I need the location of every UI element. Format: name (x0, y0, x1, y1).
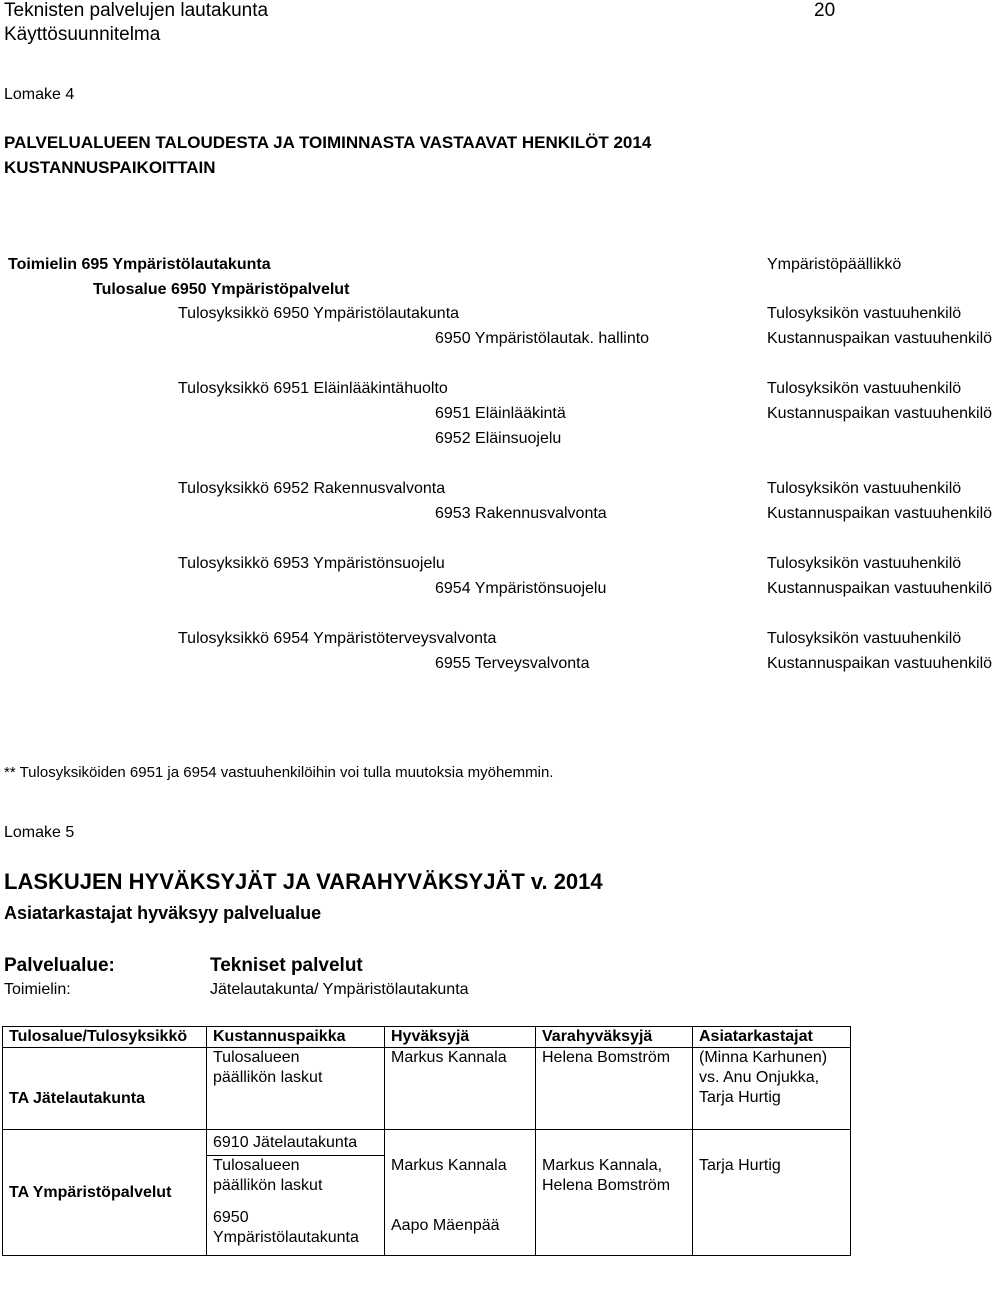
lomake4-label: Lomake 4 (4, 86, 75, 103)
table-row (3, 1130, 851, 1256)
unit-cell (3, 1048, 207, 1130)
header-subtitle: Käyttösuunnitelma (4, 24, 161, 45)
checker-line: (Minna Karhunen) (699, 1049, 828, 1066)
row-left: Tulosyksikkö 6953 Ympäristönsuojelu (178, 555, 445, 572)
column-header: Kustannuspaikka (207, 1027, 385, 1048)
column-header: Asiatarkastajat (693, 1027, 851, 1048)
row-left: Tulosyksikkö 6952 Rakennusvalvonta (178, 480, 446, 497)
deputy-cell (536, 1130, 693, 1256)
cost-center-line: päällikön laskut (213, 1177, 323, 1194)
page-number: 20 (814, 0, 836, 21)
column-header: Hyväksyjä (385, 1027, 536, 1048)
checker-line: Tarja Hurtig (699, 1089, 781, 1106)
row-left: 6951 Eläinlääkintä (435, 405, 566, 422)
row-left: 6955 Terveysvalvonta (435, 655, 590, 672)
row-left: 6954 Ympäristönsuojelu (435, 580, 607, 597)
unit-name: TA Ympäristöpalvelut (9, 1183, 172, 1201)
table-header-row (3, 1027, 851, 1048)
palvelualue-label: Palvelualue: (4, 955, 115, 976)
checker-cell (693, 1130, 851, 1256)
lomake4-title: PALVELUALUEEN TALOUDESTA JA TOIMINNASTA VASTAAVAT HENKILÖT 2014 (4, 133, 652, 152)
table-row (3, 1048, 851, 1130)
cost-center-line: Ympäristölautakunta (213, 1229, 359, 1246)
row-left: 6950 Ympäristölautak. hallinto (435, 330, 650, 347)
column-header: Varahyväksyjä (536, 1027, 693, 1048)
row-right: Kustannuspaikan vastuuhenkilö (767, 505, 992, 522)
row-right: Tulosyksikön vastuuhenkilö (767, 305, 962, 322)
toimielin-value: Jätelautakunta/ Ympäristölautakunta (210, 981, 469, 998)
cost-center-head: 6910 Jätelautakunta (207, 1130, 384, 1156)
cost-center-cell (207, 1048, 385, 1130)
cost-center-line: 6950 (213, 1209, 249, 1226)
deputy-name: Markus Kannala, (542, 1157, 663, 1174)
deputy-name: Helena Bomström (542, 1049, 671, 1066)
header-title: Teknisten palvelujen lautakunta (4, 0, 269, 21)
unit-cell (3, 1130, 207, 1256)
row-right: Tulosyksikön vastuuhenkilö (767, 480, 962, 497)
approver-cell (385, 1130, 536, 1256)
approver-name: Markus Kannala (391, 1157, 507, 1174)
tulosalue-line: Tulosalue 6950 Ympäristöpalvelut (93, 281, 350, 298)
deputy-name: Helena Bomström (542, 1177, 671, 1194)
cost-center-line: päällikön laskut (213, 1069, 323, 1086)
row-right: Tulosyksikön vastuuhenkilö (767, 380, 962, 397)
row-left: Tulosyksikkö 6951 Eläinlääkintähuolto (178, 380, 448, 397)
row-right: Kustannuspaikan vastuuhenkilö (767, 405, 992, 422)
checker-cell (693, 1048, 851, 1130)
lomake4-title-2: KUSTANNUSPAIKOITTAIN (4, 158, 216, 177)
approvers-table (2, 1026, 851, 1256)
palvelualue-value: Tekniset palvelut (210, 955, 363, 976)
row-right: Kustannuspaikan vastuuhenkilö (767, 580, 992, 597)
toimielin-line: Toimielin 695 Ympäristölautakunta (8, 256, 271, 273)
row-left: 6953 Rakennusvalvonta (435, 505, 607, 522)
cost-center-line: Tulosalueen (213, 1157, 300, 1174)
row-right: Tulosyksikön vastuuhenkilö (767, 555, 962, 572)
deputy-cell (536, 1048, 693, 1130)
checker-name: Tarja Hurtig (699, 1157, 781, 1174)
toimielin-label: Toimielin: (4, 981, 71, 998)
cost-center-cell (207, 1130, 385, 1256)
lomake4-note: ** Tulosyksiköiden 6951 ja 6954 vastuuhenkilöihin voi tulla muutoksia myöhemmin. (4, 764, 554, 781)
approver-name: Markus Kannala (391, 1049, 507, 1066)
lomake5-label: Lomake 5 (4, 824, 75, 841)
checker-line: vs. Anu Onjukka, (699, 1069, 820, 1086)
row-left: Tulosyksikkö 6954 Ympäristöterveysvalvonta (178, 630, 497, 647)
lomake5-title: LASKUJEN HYVÄKSYJÄT JA VARAHYVÄKSYJÄT v. 2014 (4, 869, 603, 894)
right-title: Ympäristöpäällikkö (767, 256, 902, 273)
lomake5-subtitle: Asiatarkastajat hyväksyy palvelualue (4, 903, 322, 923)
cost-center-line: Tulosalueen (213, 1049, 300, 1066)
row-right: Kustannuspaikan vastuuhenkilö (767, 330, 992, 347)
row-left: Tulosyksikkö 6950 Ympäristölautakunta (178, 305, 460, 322)
column-header: Tulosalue/Tulosyksikkö (3, 1027, 207, 1048)
approver-cell (385, 1048, 536, 1130)
approver-name: Aapo Mäenpää (391, 1217, 500, 1234)
row-right: Kustannuspaikan vastuuhenkilö (767, 655, 992, 672)
row-left: 6952 Eläinsuojelu (435, 430, 562, 447)
unit-name: TA Jätelautakunta (9, 1090, 146, 1107)
row-right: Tulosyksikön vastuuhenkilö (767, 630, 962, 647)
